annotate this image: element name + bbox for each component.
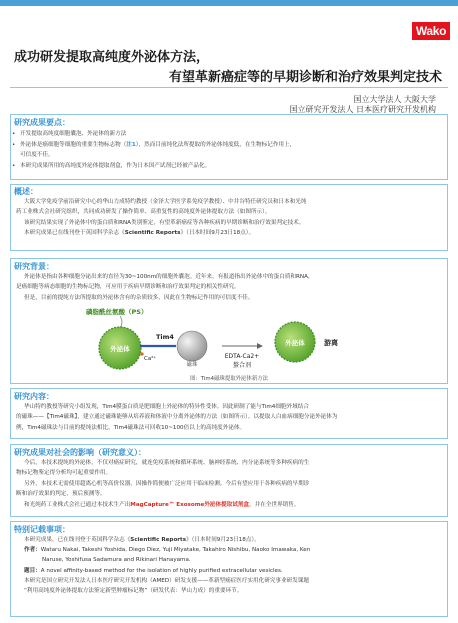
notes-funding: 本研究是国立研究开发法人日本医疗研究开发机构（AMED）研发支援——革新型癌症医疗实用化研究事业研发课题	[24, 578, 309, 584]
product-name: MagCapture™ Exosome外泌体提取试剂盒	[130, 502, 250, 508]
notes-funding-cont: “利用高纯度外泌体提取方法鉴定新型肿瘤标记物”（研发代表：华山力成）的重要环节。	[24, 588, 243, 594]
calcium-label: Ca²⁺	[144, 356, 157, 362]
title-line-1: 成功研发提取高纯度外泌体方法，	[14, 50, 210, 65]
summary-item-cont: 可信度不佳。	[20, 152, 54, 158]
tim4-label: Tim4	[156, 333, 174, 341]
impact-line: 今后，本技术提纯的外泌体，不仅对癌症研究，就连免疫系统和循环系统、脑神经系统、内分泌系统等多种疾病的生	[24, 460, 310, 466]
note-1-marker: 注1	[126, 142, 136, 148]
figure-caption: 图：Tim4磁珠提取外泌体新方法	[190, 376, 268, 382]
summary-item: • 开发提取高纯度细胞囊泡、外泌体的新方法	[12, 131, 127, 137]
notes-publication: 本研究成果，已在线刊登于英国科学杂志《Scientific Reports》（日本时间9月23日18点）。	[24, 537, 260, 543]
background-line: 是癌细胞等病态细胞的生物标记物，可应用于疾病早期诊断和治疗效果判定的相关性研究。	[16, 284, 240, 290]
top-band	[0, 0, 458, 6]
impact-line: 另外，本技术无需使用超离心机等高价仪器，因操作简便被广泛应用于临床检测。今后有望应用于各种疾病的早期诊	[24, 481, 310, 487]
overview-line: 该研究结果实现了外泌体中的蛋白质和RNA类别鉴定，有望革新癌症等各种疾病的早期诊断和治疗效果判定技术。	[24, 220, 305, 226]
title-divider	[10, 87, 448, 88]
summary-item: • 本研究成果所用的高纯度外泌体提取剂盒，作为日本国产试剂已经被产品化。	[12, 163, 211, 169]
content-line: 的磁珠——【Tim4磁珠】，建立通过磁珠能够从培养液和体液中分离外泌体的方法（如图所示）。以提取人白血病细胞分泌外泌体为	[16, 414, 338, 420]
content-heading: 研究内容：	[14, 392, 54, 401]
magnetic-bead	[177, 331, 207, 361]
edta-label: EDTA-Ca2+	[224, 353, 260, 360]
exosome-free-label: 外泌体	[285, 339, 305, 347]
overview-line: 药工业株式会社研究组织，共同成功研发了操作简单、高重复性的高纯度外泌体提取方法（如图所示）。	[16, 209, 271, 215]
impact-line: 断和治疗效果的判定，预后预测等。	[16, 491, 106, 497]
summary-item: • 外泌体是癌细胞等细胞的重要生物标志物（注1），然而目前纯化法所提取的外泌体纯度低，在生物标记作用上，	[12, 142, 296, 148]
impact-line: 物标记物鉴定得分析均可起重要作用。	[16, 470, 112, 476]
notes-authors: 作者：Wataru Nakai, Takeshi Yoshida, Diego Diez, Yuji Miyatake, Takahiro Nishibu, Naoko Imawaka, Ken	[24, 547, 311, 553]
exosome-label: 外泌体	[110, 345, 130, 353]
overview-publication: 本研究成果已在线刊登于英国科学杂志《Scientific Reports》（日本时间9月23日18点）。	[24, 230, 255, 236]
overview-line: 大阪大学免疫学前沿研究中心的华山力成特约教授（金泽大学医学系免疫学教授）、中井谷特任研究员和日本和光纯	[24, 199, 307, 205]
org-amed: 国立研究开发法人 日本医疗研究开发机构	[289, 105, 436, 114]
notes-heading: 特别记载事项：	[14, 525, 70, 534]
content-line: 例，Tim4磁珠法与目前的提纯法相比，Tim4磁珠法可回收10~100倍以上的高纯度外泌体。	[16, 425, 246, 431]
content-line: 华山特约教授等研究小组发现，Tim4膜蛋白质是肥细胞上外泌体的特异性受体。因此研制了能与Tim4细胞外域结合	[24, 404, 309, 410]
bead-label: 磁珠	[186, 362, 198, 368]
summary-heading: 研究成果要点：	[14, 118, 70, 127]
ps-pointer	[120, 316, 122, 328]
free-label: 游离	[324, 339, 338, 347]
background-heading: 研究背景：	[14, 262, 54, 271]
overview-heading: 概述：	[14, 187, 38, 196]
notes-topic: 题目：A novel affinity-based method for the isolation of highly purified extracellular vesicles.	[24, 568, 283, 574]
notes-authors-cont: Naruse, Yoshifusa Sadamura and Rikinari Hanayama.	[42, 557, 191, 563]
background-line: 但是，目前的提纯方法所提取的外泌体含有的杂质较多，因此在生物标记作用的可信度不佳。	[24, 295, 254, 301]
org-osaka-university: 国立大学法人 大阪大学	[353, 95, 436, 104]
chelator-label: 螯合剂	[232, 362, 252, 369]
background-line: 外泌体是指由各种细胞分泌出来的直径为30~100nm的细胞外囊泡。近年来，有报道指出外泌体中的蛋白质和RNA，	[24, 274, 314, 280]
ps-label: 磷脂酰丝氨酸（PS）	[86, 308, 148, 316]
impact-heading: 研究成果对社会的影响（研究意义）：	[14, 448, 146, 457]
impact-product-line: 和光纯药工业株式会社已通过本技术生产出MagCapture™ Exosome外泌体提取试剂盒，并在全世界销售。	[24, 502, 300, 508]
title-line-2: 有望革新癌症等的早期诊断和治疗效果判定技术	[168, 70, 442, 85]
wako-logo: Wako	[412, 22, 450, 40]
method-figure	[80, 306, 380, 372]
